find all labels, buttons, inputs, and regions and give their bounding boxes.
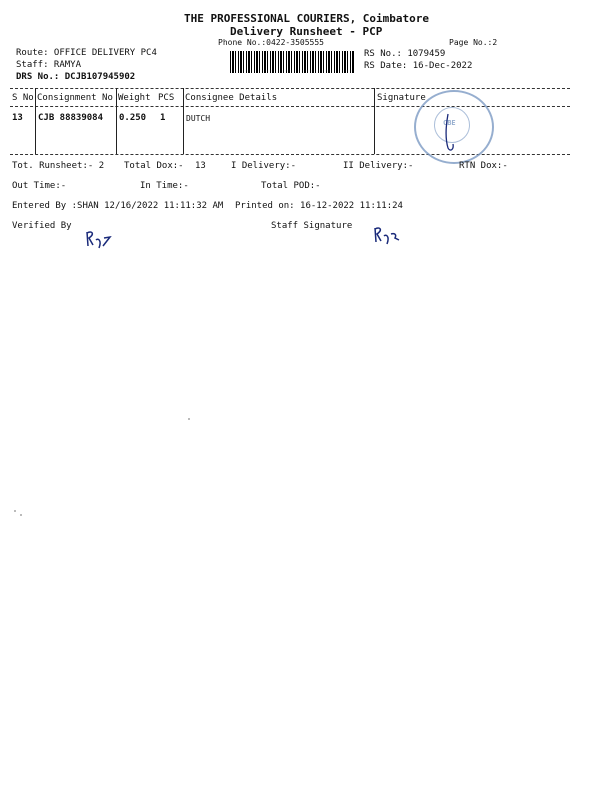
rs-date: RS Date: 16-Dec-2022 — [364, 61, 473, 71]
table-col-divider — [183, 88, 184, 154]
entered-by: Entered By :SHAN 12/16/2022 11:11:32 AM — [12, 201, 224, 211]
cell-consignment: CJB 88839084 — [38, 113, 104, 123]
table-col-divider — [374, 88, 375, 154]
col-header-sno: S No — [12, 93, 34, 103]
scan-speck — [188, 418, 190, 420]
signature-mark — [430, 110, 470, 155]
drs-number: DRS No.: DCJB107945902 — [16, 72, 136, 82]
table-col-divider — [35, 88, 36, 154]
out-time: Out Time:- — [12, 181, 67, 191]
scan-speck — [20, 514, 22, 516]
i-delivery: I Delivery:- — [231, 161, 297, 171]
col-header-pcs: PCS — [158, 93, 175, 103]
col-header-signature: Signature — [377, 93, 426, 103]
table-bottom-rule — [10, 154, 570, 155]
total-dox-label: Total Dox:- — [124, 161, 184, 171]
total-pod: Total POD:- — [261, 181, 321, 191]
table-col-divider — [116, 88, 117, 154]
barcode — [230, 51, 354, 73]
company-title: THE PROFESSIONAL COURIERS, Coimbatore — [184, 12, 430, 25]
cell-weight: 0.250 — [119, 113, 147, 123]
verified-by: Verified By — [12, 221, 72, 231]
staff: Staff: RAMYA — [16, 60, 82, 70]
tot-runsheet: Tot. Runsheet:- 2 — [12, 161, 105, 171]
cell-consignee: DUTCH — [186, 114, 211, 123]
table-top-rule — [10, 88, 570, 89]
ii-delivery: II Delivery:- — [343, 161, 414, 171]
rtn-dox: RTN Dox:- — [459, 161, 508, 171]
total-dox-value: 13 — [195, 161, 206, 171]
col-header-consignment: Consignment No — [37, 93, 113, 103]
page-number: Page No.:2 — [449, 38, 498, 47]
col-header-weight: Weight — [118, 93, 151, 103]
document-title: Delivery Runsheet - PCP — [230, 25, 383, 38]
staff-signature-mark — [372, 224, 404, 248]
verifier-signature — [84, 228, 116, 252]
col-header-consignee: Consignee Details — [185, 93, 278, 103]
route: Route: OFFICE DELIVERY PC4 — [16, 48, 157, 58]
in-time: In Time:- — [140, 181, 189, 191]
staff-signature: Staff Signature — [271, 221, 353, 231]
scan-speck — [14, 510, 16, 512]
rs-number: RS No.: 1079459 — [364, 49, 446, 59]
phone-number: Phone No.:0422-3505555 — [218, 38, 324, 47]
cell-sno: 13 — [12, 113, 23, 123]
printed-on: Printed on: 16-12-2022 11:11:24 — [235, 201, 403, 211]
cell-pcs: 1 — [160, 113, 166, 123]
stamp-center-text: CBE — [443, 119, 456, 127]
